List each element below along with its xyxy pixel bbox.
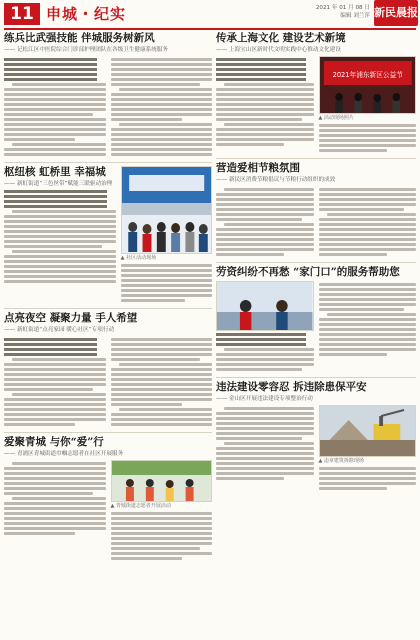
masthead-rule: [4, 28, 416, 30]
newspaper-logo: 新民晨报: [374, 0, 418, 26]
article-title: 点亮夜空 凝聚力量 手人希望: [4, 312, 138, 324]
article-qingcheng: [4, 436, 212, 562]
issue-date: 2021 年 01 月 08 日: [315, 5, 370, 11]
masthead: [0, 0, 420, 28]
article-title: 劳资纠纷不再愁 “家门口”的服务帮助您: [216, 266, 400, 278]
article-title: 爱聚青城 与你“爱”行: [4, 436, 104, 448]
photo-caption: ▲ 青城街道志愿者开展活动: [110, 503, 171, 509]
page-number: 11: [4, 3, 40, 25]
article-title: 违法建设零容忍 拆违除患保平安: [216, 381, 367, 393]
article-title: 枢纽核 虹桥里 幸福城: [4, 166, 106, 178]
photo-caption: ▲ 违章建筑拆除现场: [318, 458, 364, 464]
article-food-saving: [216, 162, 416, 258]
photo-culture-stage: [319, 56, 417, 114]
article-subtitle: —— 青浦区青城街道巾帼志愿者在社区开展服务: [4, 451, 124, 457]
section-title: 申城・纪实: [46, 5, 127, 23]
right-column: [216, 32, 416, 636]
photo-caption: ▲ 社区活动现场: [120, 255, 157, 261]
article-subtitle: —— 记松江区中医院综合门诊部护理团队在各级卫生健康系统服务: [4, 47, 168, 53]
article-culture: [216, 32, 416, 154]
article-subtitle: —— 新虹街道“点亮家园 暖心社区”专项行动: [4, 327, 115, 333]
article-title: 营造爱相节粮氛围: [216, 162, 300, 174]
stage-banner-text: 2021年浦东新区公益节: [332, 70, 403, 80]
article-labor-disputes: [216, 266, 416, 373]
photo-caption: ▲ 活动现场照片: [318, 115, 354, 121]
article-night-lights: [4, 312, 212, 428]
photo-labor-service: [216, 281, 314, 331]
article-subtitle: —— 上海宝山区新时代文明实践中心推动文化建设: [216, 47, 341, 53]
left-column: [4, 32, 212, 636]
photo-hongqiao-event: [121, 166, 212, 254]
article-subtitle: —— 新民区消费节粮倡议与节粮行动组织的成效: [216, 177, 336, 183]
article-nursing: [4, 32, 212, 158]
masthead-meta: [288, 4, 370, 20]
article-hongqiao: [4, 166, 212, 304]
article-subtitle: —— 金山区开展违法建设专项整治行动: [216, 396, 313, 402]
editor-credit: 编辑 刘兰萍: [340, 13, 370, 19]
article-title: 练兵比武强技能 伴城服务树新风: [4, 32, 155, 44]
photo-demolition: [319, 405, 417, 457]
article-title: 传承上海文化 建设艺术新境: [216, 32, 346, 44]
article-illegal-construction: [216, 381, 416, 492]
article-subtitle: —— 新虹街道“三色丝带”赋能三联驱动治理: [4, 181, 113, 187]
article-body: [4, 56, 212, 158]
photo-qingcheng-volunteers: [111, 460, 213, 502]
